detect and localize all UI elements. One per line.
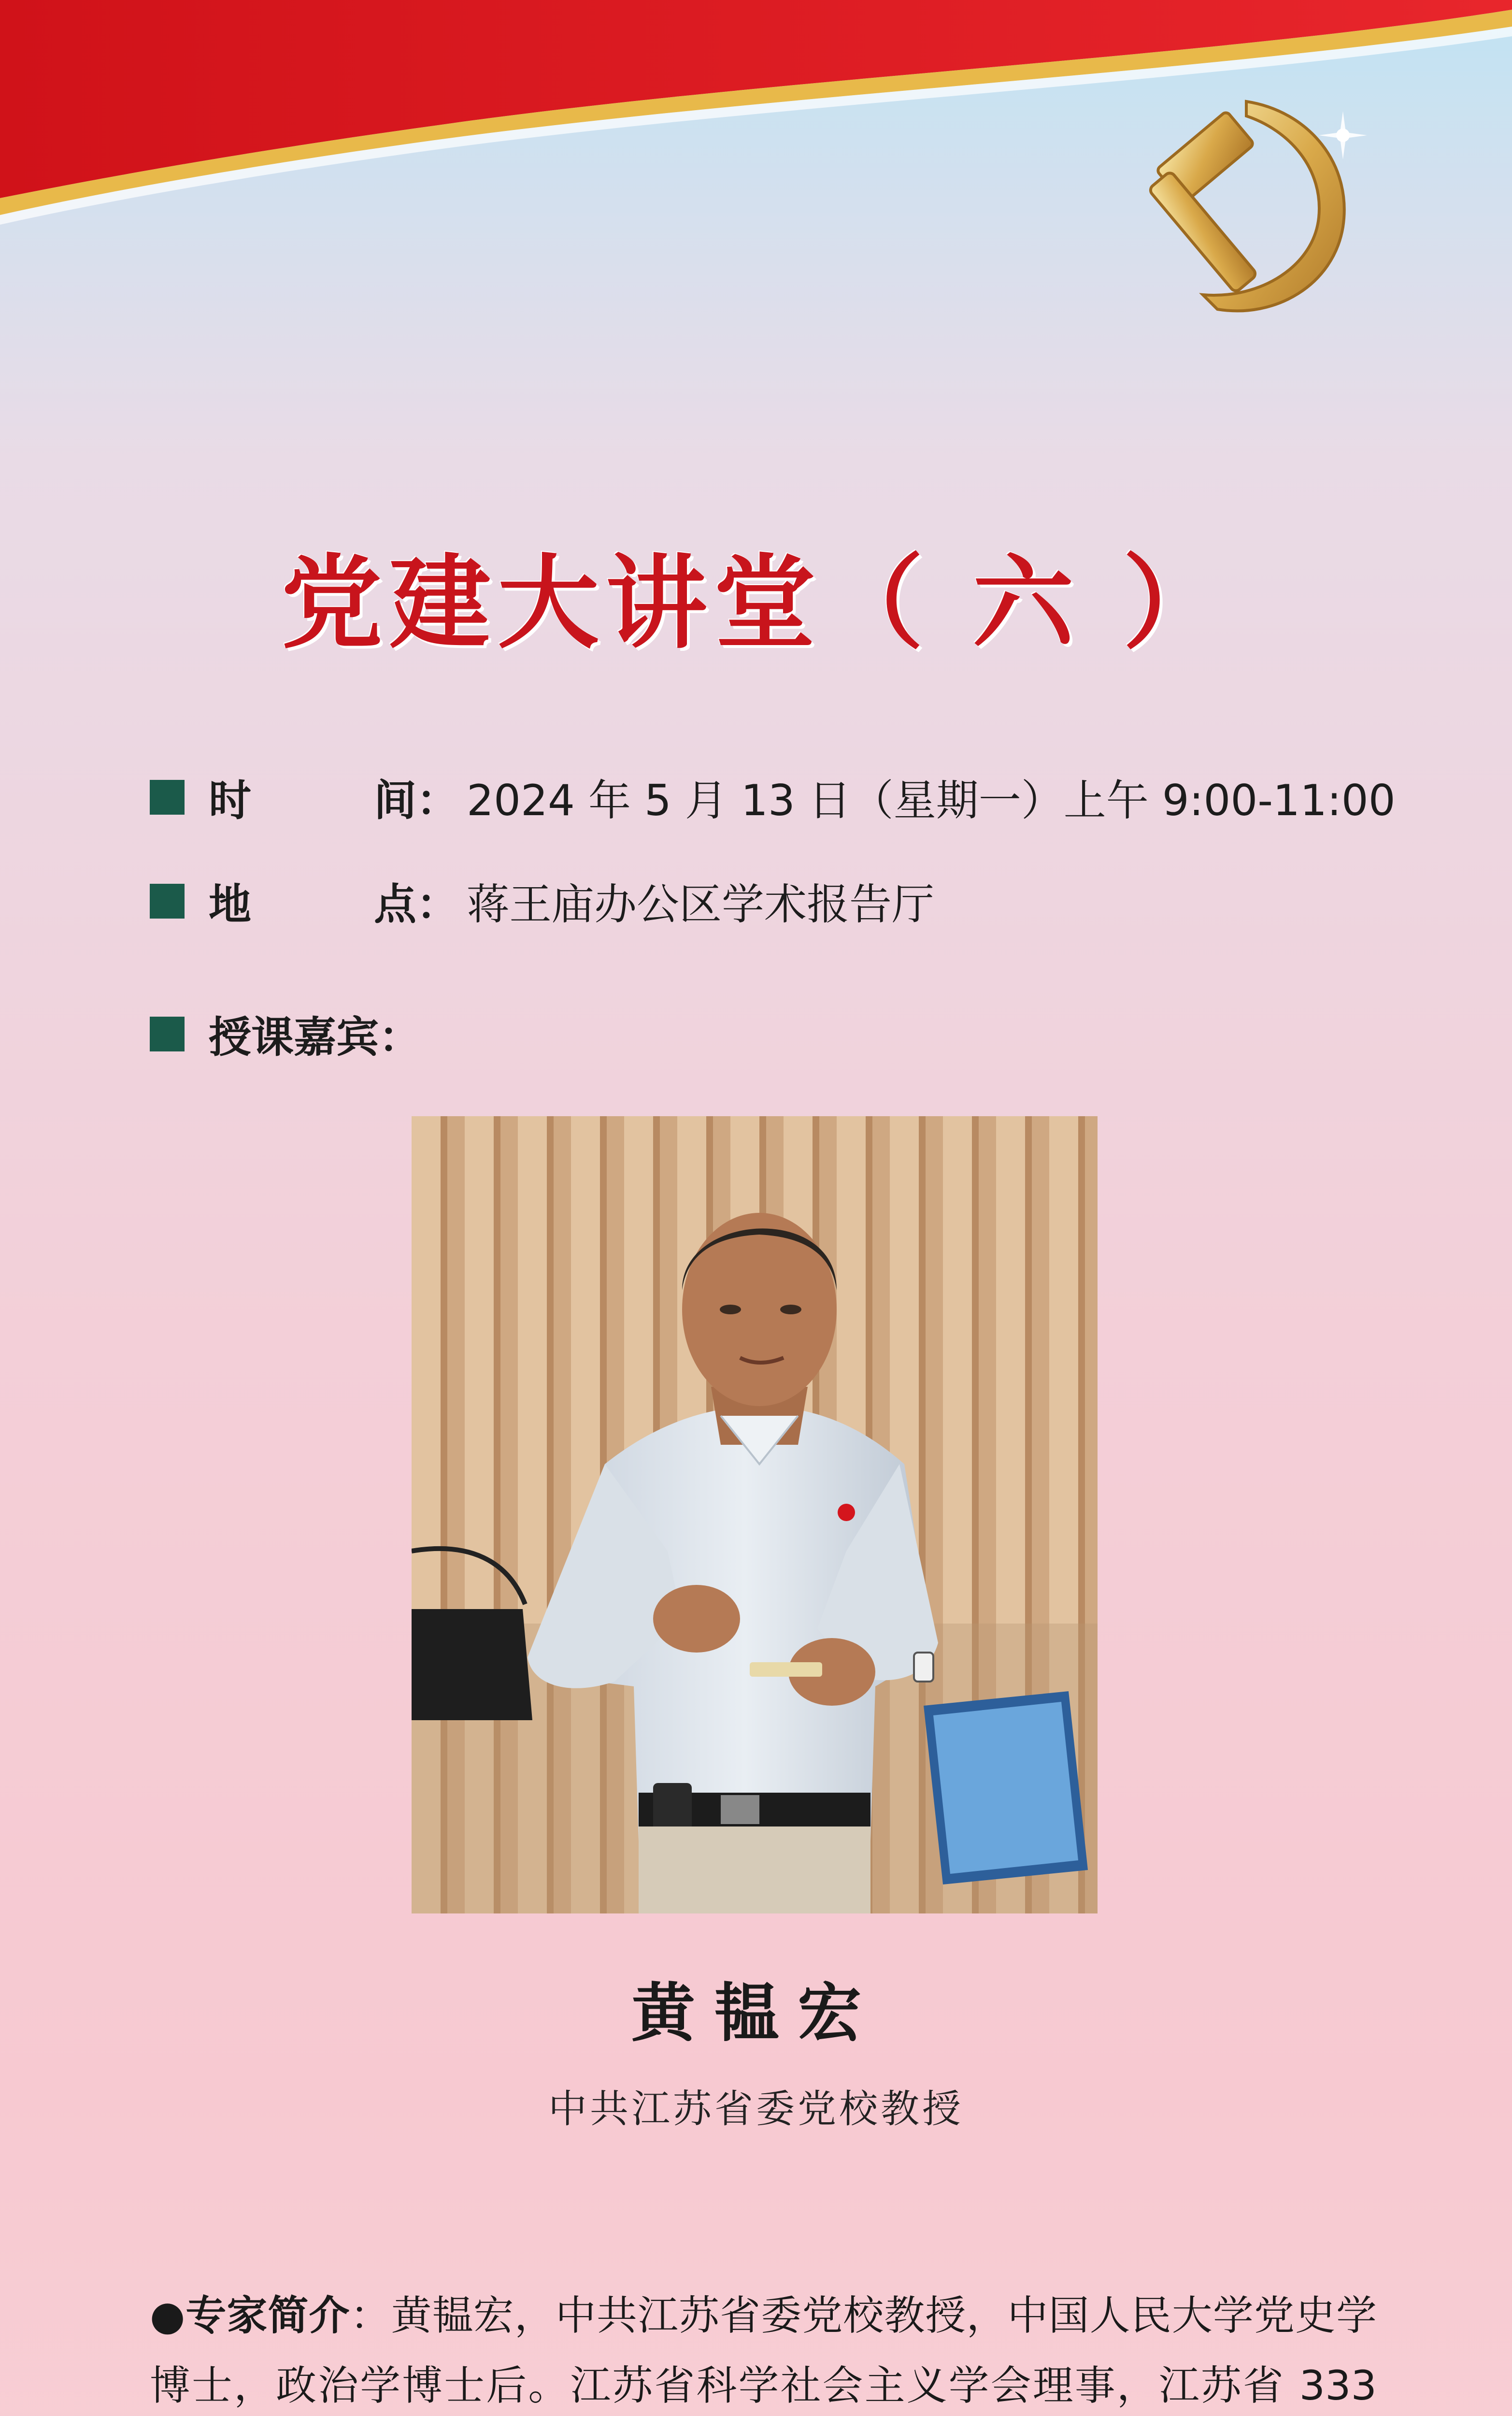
info-place (150, 872, 934, 930)
title-number: （ 六 ） (822, 544, 1231, 662)
speaker-photo (412, 1116, 1098, 1913)
place-label (209, 871, 416, 932)
speaker-title: 中共江苏省委党校教授 (548, 2086, 964, 2131)
bio-paragraph-1 (150, 2281, 1377, 2416)
speaker-name: 黄韫宏 (631, 1976, 881, 2051)
page-title (0, 522, 1512, 668)
time-colon: ： (416, 776, 459, 825)
place-label-char-2: 点 (373, 879, 416, 929)
title-main: 党建大讲堂 (281, 544, 822, 662)
time-value: 2024 年 5 月 13 日（星期一）上午 9:00-11:00 (467, 776, 1396, 825)
time-label-char-2: 间 (373, 776, 416, 825)
place-value: 蒋王庙办公区学术报告厅 (467, 879, 935, 929)
square-bullet-icon (150, 780, 185, 815)
info-guest (150, 1005, 429, 1063)
square-bullet-icon (150, 884, 185, 919)
place-colon: ： (416, 879, 459, 929)
party-emblem-icon (1101, 82, 1372, 333)
guest-label: 授课嘉宾 (209, 1012, 379, 1062)
place-label-char-1: 地 (209, 879, 252, 929)
bio-p1-text: ：黄韫宏，中共江苏省委党校教授，中国人民大学党史学博士，政治学博士后。江苏省科学社会主义学会理事，江苏省 333 (150, 2292, 1377, 2409)
guest-colon: ： (379, 1012, 422, 1062)
bio-heading: ●专家简介 (150, 2292, 350, 2339)
speaker-bio (150, 2281, 1377, 2416)
square-bullet-icon (150, 1017, 185, 1051)
time-label-char-1: 时 (209, 776, 252, 825)
info-time (150, 768, 1396, 826)
time-label (209, 767, 416, 828)
